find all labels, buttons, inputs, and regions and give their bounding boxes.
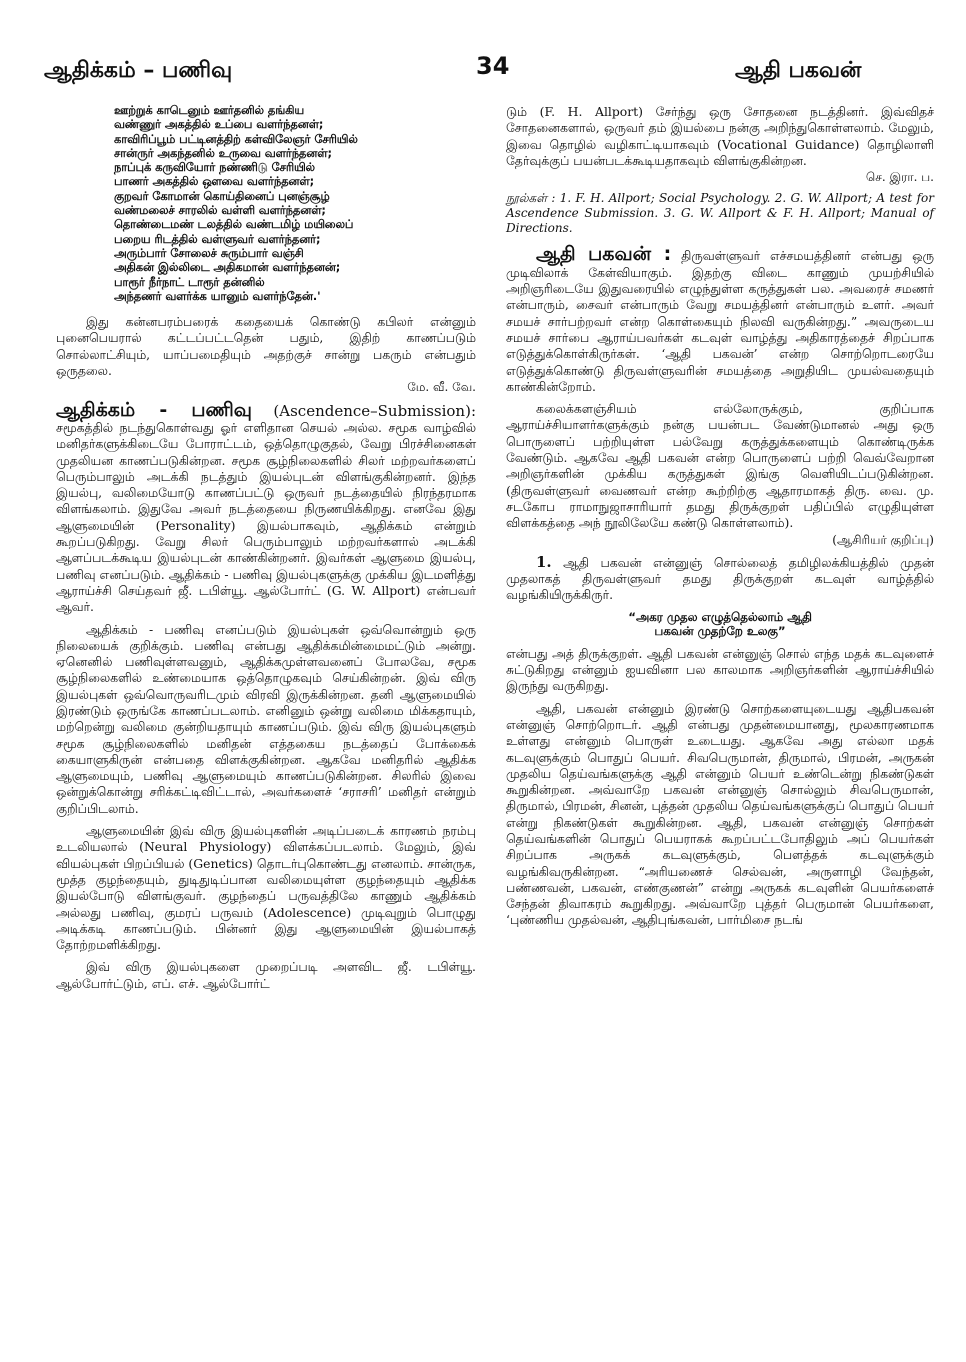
- paragraph: [506, 104, 934, 185]
- editor-note: (ஆசிரியர் குறிப்பு): [832, 532, 934, 547]
- header-right-title: ஆதி பகவன்: [735, 58, 862, 83]
- poem-line: பாணர் அகத்தில் ஔவை வளர்ந்தனள்;: [114, 175, 315, 189]
- paragraph-text: இது கன்னபரம்பரைக் கதையைக் கொண்டு கபிலர் என்னும் புனைபெயரால் கட்டப்பட்டதென் பதும், இதிற் காணப்படும் சொல்லாட்சியும், யாப்பமைதியும் அதற்குச் சான்று பகரும் என்பதும் ஒருதலை.: [56, 314, 476, 379]
- poem-line: காவிரிப்பூம் பட்டினத்திற் கள்விலேஞர் சேரியில்: [114, 132, 358, 146]
- paragraph: [56, 314, 476, 395]
- poem-line: வண்மலைச் சாரலில் வள்ளி வளர்ந்தனள்;: [114, 204, 326, 218]
- page-number: 34: [476, 52, 510, 80]
- entry-heading: ஆதிக்கம் - பணிவு: [56, 398, 252, 421]
- poem-line: தொண்டைமண் டலத்தில் வண்டமிழ் மயிலைப்: [114, 218, 354, 232]
- paragraph-text: டும் (F. H. Allport) சேர்ந்து ஒரு சோதனை நடத்தினர். இவ்விதச் சோதனைகளால், ஒருவர் தம் இயல்பை நன்கு அறிந்துகொள்ளலாம். மேலும், இவை தொழில் வழிகாட்டியாகவும் (Vocational Guidance) தொழிலாளி தேர்வுக்குப் பயன்படக்கூடியதாகவும் விளங்குகின்றன.: [506, 104, 934, 168]
- poem-line: ஊற்றுக் காடெனும் ஊர்தனில் தங்கிய: [114, 104, 305, 117]
- poem-line: பறைய ரிடத்தில் வள்ளுவர் வளர்ந்தனர்;: [114, 232, 321, 246]
- poem-line: பாரூர் நீர்நாட் டாரூர் தன்னில்: [114, 275, 265, 289]
- entry-paragraph: [506, 243, 934, 395]
- entry-paragraph: [56, 398, 476, 616]
- entry-heading: ஆதி பகவன் :: [536, 243, 672, 266]
- paragraph: என்பது அத் திருக்குறள். ஆதி பகவன் என்னுஞ் சொல் எந்த மதக் கடவுளைச் சுட்டுகிறது என்னும் ஐயவினா பல காலமாக அறிஞர்களின் ஆராய்ச்சியில் இருந்து வருகிறது.: [506, 645, 934, 694]
- poem-line: அரும்பார் சோலைச் சுரும்பார் வஞ்சி: [114, 246, 304, 260]
- section-number: 1.: [536, 552, 552, 571]
- poem-line: அந்தணர் வளர்க்க யானும் வளர்ந்தேன்.': [114, 289, 321, 303]
- quote-line: பகவன் முதற்றே உலகு”: [654, 623, 786, 638]
- kural-quote: [506, 610, 934, 638]
- paragraph: இவ் விரு இயல்புகளை முறைப்படி அளவிட ஜீ. டபிள்யூ. ஆல்போர்ட்டும், எப். எச். ஆல்போர்ட்: [56, 959, 476, 991]
- paragraph: [506, 554, 934, 604]
- right-column: [506, 104, 934, 935]
- references: நூல்கள் : 1. F. H. Allport; Social Psychology. 2. G. W. Allport; A test for Ascendence Submission. 3. G. W. Allport & F. H. Allport; Manual of Directions.: [506, 191, 934, 236]
- left-column: [56, 104, 476, 998]
- header-left-title: ஆதிக்கம் – பணிவு: [44, 58, 233, 83]
- paragraph-text: சமூகத்தில் நடந்துகொள்வது ஓர் எளிதான செயல் அல்ல. சமூக வாழ்வில் மனிதர்களுக்கிடையே போராட்டம், ஒத்தொழுகுதல், வேறு பிரச்சினைகள் முதலியன காணப்படுகின்றன. சமூக சூழ்நிலைகளில் சிலர் மற்றவர்களைப் பெரும்பாலும் அடக்கி நடத்தும் இயல்புடன் விளங்குகின்றனர். இந்த இயல்பு, வலிமையோடு காணப்பட்டு ஒருவர் நடத்தையில் நிரந்தரமாக விளங்கலாம். இதுவே அவர் நடத்தையை நிருணயிக்கிறது. எனவே இது ஆளுமையின் (Personality) இயல்பாகவும், ஆதிக்கம் என்றும் கூறப்படுகிறது. வேறு சிலர் பெரும்பாலும் மற்றவர்களால் அடக்கி ஆளப்படக்கூடிய இயல்புடன் காண்கின்றனர். இவர்கள் ஆளுமை இயல்பு, பணிவு எனப்படும். ஆதிக்கம் - பணிவு இயல்புகளுக்கு முக்கிய இடமளித்து ஆராய்ச்சி செய்தவர் ஜீ. டபிள்யூ. ஆல்போர்ட் (G. W. Allport) என்பவர் ஆவர்.: [56, 419, 476, 615]
- author-signature: மே. வீ. வே.: [407, 380, 476, 395]
- entry-subtitle: (Ascendence–Submission):: [273, 401, 476, 420]
- paragraph: ஆதி, பகவன் என்னும் இரண்டு சொற்களையுடையது ஆதிபகவன் என்னுஞ் சொற்றொடர். ஆதி என்பது முதன்மையானது, மூலகாரணமாக உள்ளது என்னும் பொருள் உடையது. ஆகவே அது எல்லா மதக் கடவுளுக்கும் பொதுப் பெயர். சிவபெருமான், திருமால், பிரமன், அருகன் முதலிய தெய்வங்களுக்கு ஆதி என்னும் பெயர் உண்டென்று நிகண்டுகள் கூறுகின்றன. அவ்வாறே பகவன் என்னுஞ் சொல்லும் சிவபெருமான், திருமால், பிரமன், சினன், புத்தன் முதலிய தெய்வங்களுக்குப் பொதுப் பெயர் என்று நிகண்டுகள் கூறுகின்றன. ஆதி, பகவன் என்னுஞ் சொற்கள் தெய்வங்களின் பொதுப் பெயராகக் கூறப்பட்டபோதிலும் அப் பெயர்கள் சிறப்பாக அருகக் கடவுளுக்கும், பௌத்தக் கடவுளுக்கும் வழங்கிவருகின்றன. “அரியணைச் செல்வன், அருளாழி வேந்தன், பண்ணவன், பகவன், எண்குணன்” என்று அருகக் கடவுளின் பெயர்களைச் சேந்தன் திவாகரம் கூறுகிறது. அவ்வாறே புத்தர் பெருமான் பெயர்களை, ‘புண்ணிய முதல்வன், ஆதிபுங்கவன், பார்மிசை நடங்: [506, 700, 934, 928]
- paragraph: ஆளுமையின் இவ் விரு இயல்புகளின் அடிப்படைக் காரணம் நரம்பு உடலியலால் (Neural Physiology) விளக்கப்படலாம். மேலும், இவ் வியல்புகள் பிறப்பியல் (Genetics) தொடர்புகொண்டது எனலாம். சான்ருக, மூத்த குழந்தையும், துடிதுடிப்பான வலிமையுள்ள குழந்தையும் ஆதிக்க இயல்போடு விளங்குவர். குழந்தைப் பருவத்திலே காணும் ஆதிக்கம் அல்லது பணிவு, குமரப் பருவம் (Adolescence) முடிவுறும் பொழுது அடிக்கடி காணப்படும். பின்னர் இது ஆளுமையின் இயல்பாகத் தோற்றமளிக்கிறது.: [56, 823, 476, 953]
- poem-block: [114, 104, 476, 304]
- paragraph-text: ஆதி பகவன் என்னுஞ் சொல்லைத் தமிழிலக்கியத்தில் முதன் முதலாகத் திருவள்ளுவர் தமது திருக்குறள் கடவுள் வாழ்த்தில் வழங்கியிருக்கிருர்.: [506, 554, 934, 603]
- poem-line: குறவர் கோமான் கொய்தினைப் புனஞ்சூழ்: [114, 189, 330, 203]
- poem-line: வண்ணுர் அகத்தில் உப்பை வளர்ந்தனள்;: [114, 118, 324, 132]
- paragraph: [506, 401, 934, 548]
- poem-line: அதிகன் இல்லிடை அதிகமான் வளர்ந்தனன்;: [114, 261, 341, 275]
- author-signature: செ. இரா. ப.: [865, 170, 934, 185]
- paragraph-text: திருவள்ளுவர் எச்சமயத்தினர் என்பது ஒரு முடிவிலாக் கேள்வியாகும். இதற்கு விடை காணும் முயற்சியில் அறிஞரிடையே இதுவரையில் எழுந்துள்ள கருத்துகள் பல. அவரைச் சமணர் என்பாரும், சைவர் என்பாரும் வேறு சமயத்தினர் என்பாரும் உளர். அவர் சமயச் சார்பற்றவர் என்ற கொள்கையும் நிலவி வருகின்றது.” அவருடைய சமயச் சார்பை ஆராய்பவர்கள் கடவுள் வாழ்த்து அதிகாரத்தைச் சிறப்பாக எடுத்துக்கொள்கிருர்கள். ‘ஆதி பகவன்’ என்ற சொற்றொடரையே எடுத்துக்கொண்டு திருவள்ளுவரின் சமயத்தை அறுதியிட முயல்வதையும் காண்கின்றோம்.: [506, 248, 934, 394]
- paragraph: ஆதிக்கம் - பணிவு எனப்படும் இயல்புகள் ஒவ்வொன்றும் ஒரு நிலையைக் குறிக்கும். பணிவு என்பது ஆதிக்கமின்மைமட்டும் அன்று. ஏனெனில் பணிவுள்ளவனும், ஆதிக்கமுள்ளவனைப் போலவே, சமூக சூழ்நிலைகளில் உண்மையாக ஒத்தொழுகவும் செய்கின்றன். இவ் விரு இயல்புகள் ஒவ்வொருவரிடமும் விரவி இருக்கின்றன. தனி ஆளுமையில் இரண்டும் ஒருங்கே காணப்படலாம். எனினும் ஒன்று வலிமை மிக்கதாயும், மற்றென்று வலிமை குன்றியதாயும் காணப்படும். இவ் விரு இயல்புகளும் சமூக சூழ்நிலைகளில் மனிதன் எத்தகைய நடத்தைப் போக்கைக் கையாளுகிருன் என்பதை விளக்குகின்றன. ஆகவே மனிதரில் ஆதிக்க ஆளுமையும், பணிவு ஆளுமையும் காணப்படுகின்றன. சிலரில் இவை ஒன்றுக்கொன்று சரிக்கட்டிவிட்டால், அவர்களைச் ‘சராசரி’ மனிதர் என்றும் குறிப்பிடலாம்.: [56, 621, 476, 816]
- quote-line: “அகர முதல எழுத்தெல்லாம் ஆதி: [628, 609, 812, 624]
- poem-line: சான்ருர் அகந்தனில் உருவை வளர்ந்தனள்;: [114, 146, 332, 160]
- poem-line: நாப்புக் கருவியோர் நண்ணிடு சேரியில்: [114, 161, 315, 175]
- paragraph-text: கலைக்களஞ்சியம் எல்லோருக்கும், குறிப்பாக ஆராய்ச்சியாளர்களுக்கும் நன்கு பயன்பட வேண்டுமானல் அது ஒரு பொருளைப் பற்றியுள்ள பல்வேறு கருத்துக்களையும் கொண்டிருக்க வேண்டும். ஆகவே ஆதி பகவன் என்ற பொருளைப் பற்றி வெவ்வேறான அறிஞர்களின் முக்கிய கருத்துகள் இங்கு வெளியிடப்படுகின்றன. (திருவள்ளுவர் வைணவர் என்ற கூற்றிற்கு ஆதாரமாகத் திரு. வை. மு. சடகோப ராமாநுஜாசாரியார் தமது திருக்குறள் பதிப்பில் எழுதியுள்ள விளக்கத்தை அந் நூலிலேயே கண்டு கொள்ளலாம்).: [506, 401, 934, 531]
